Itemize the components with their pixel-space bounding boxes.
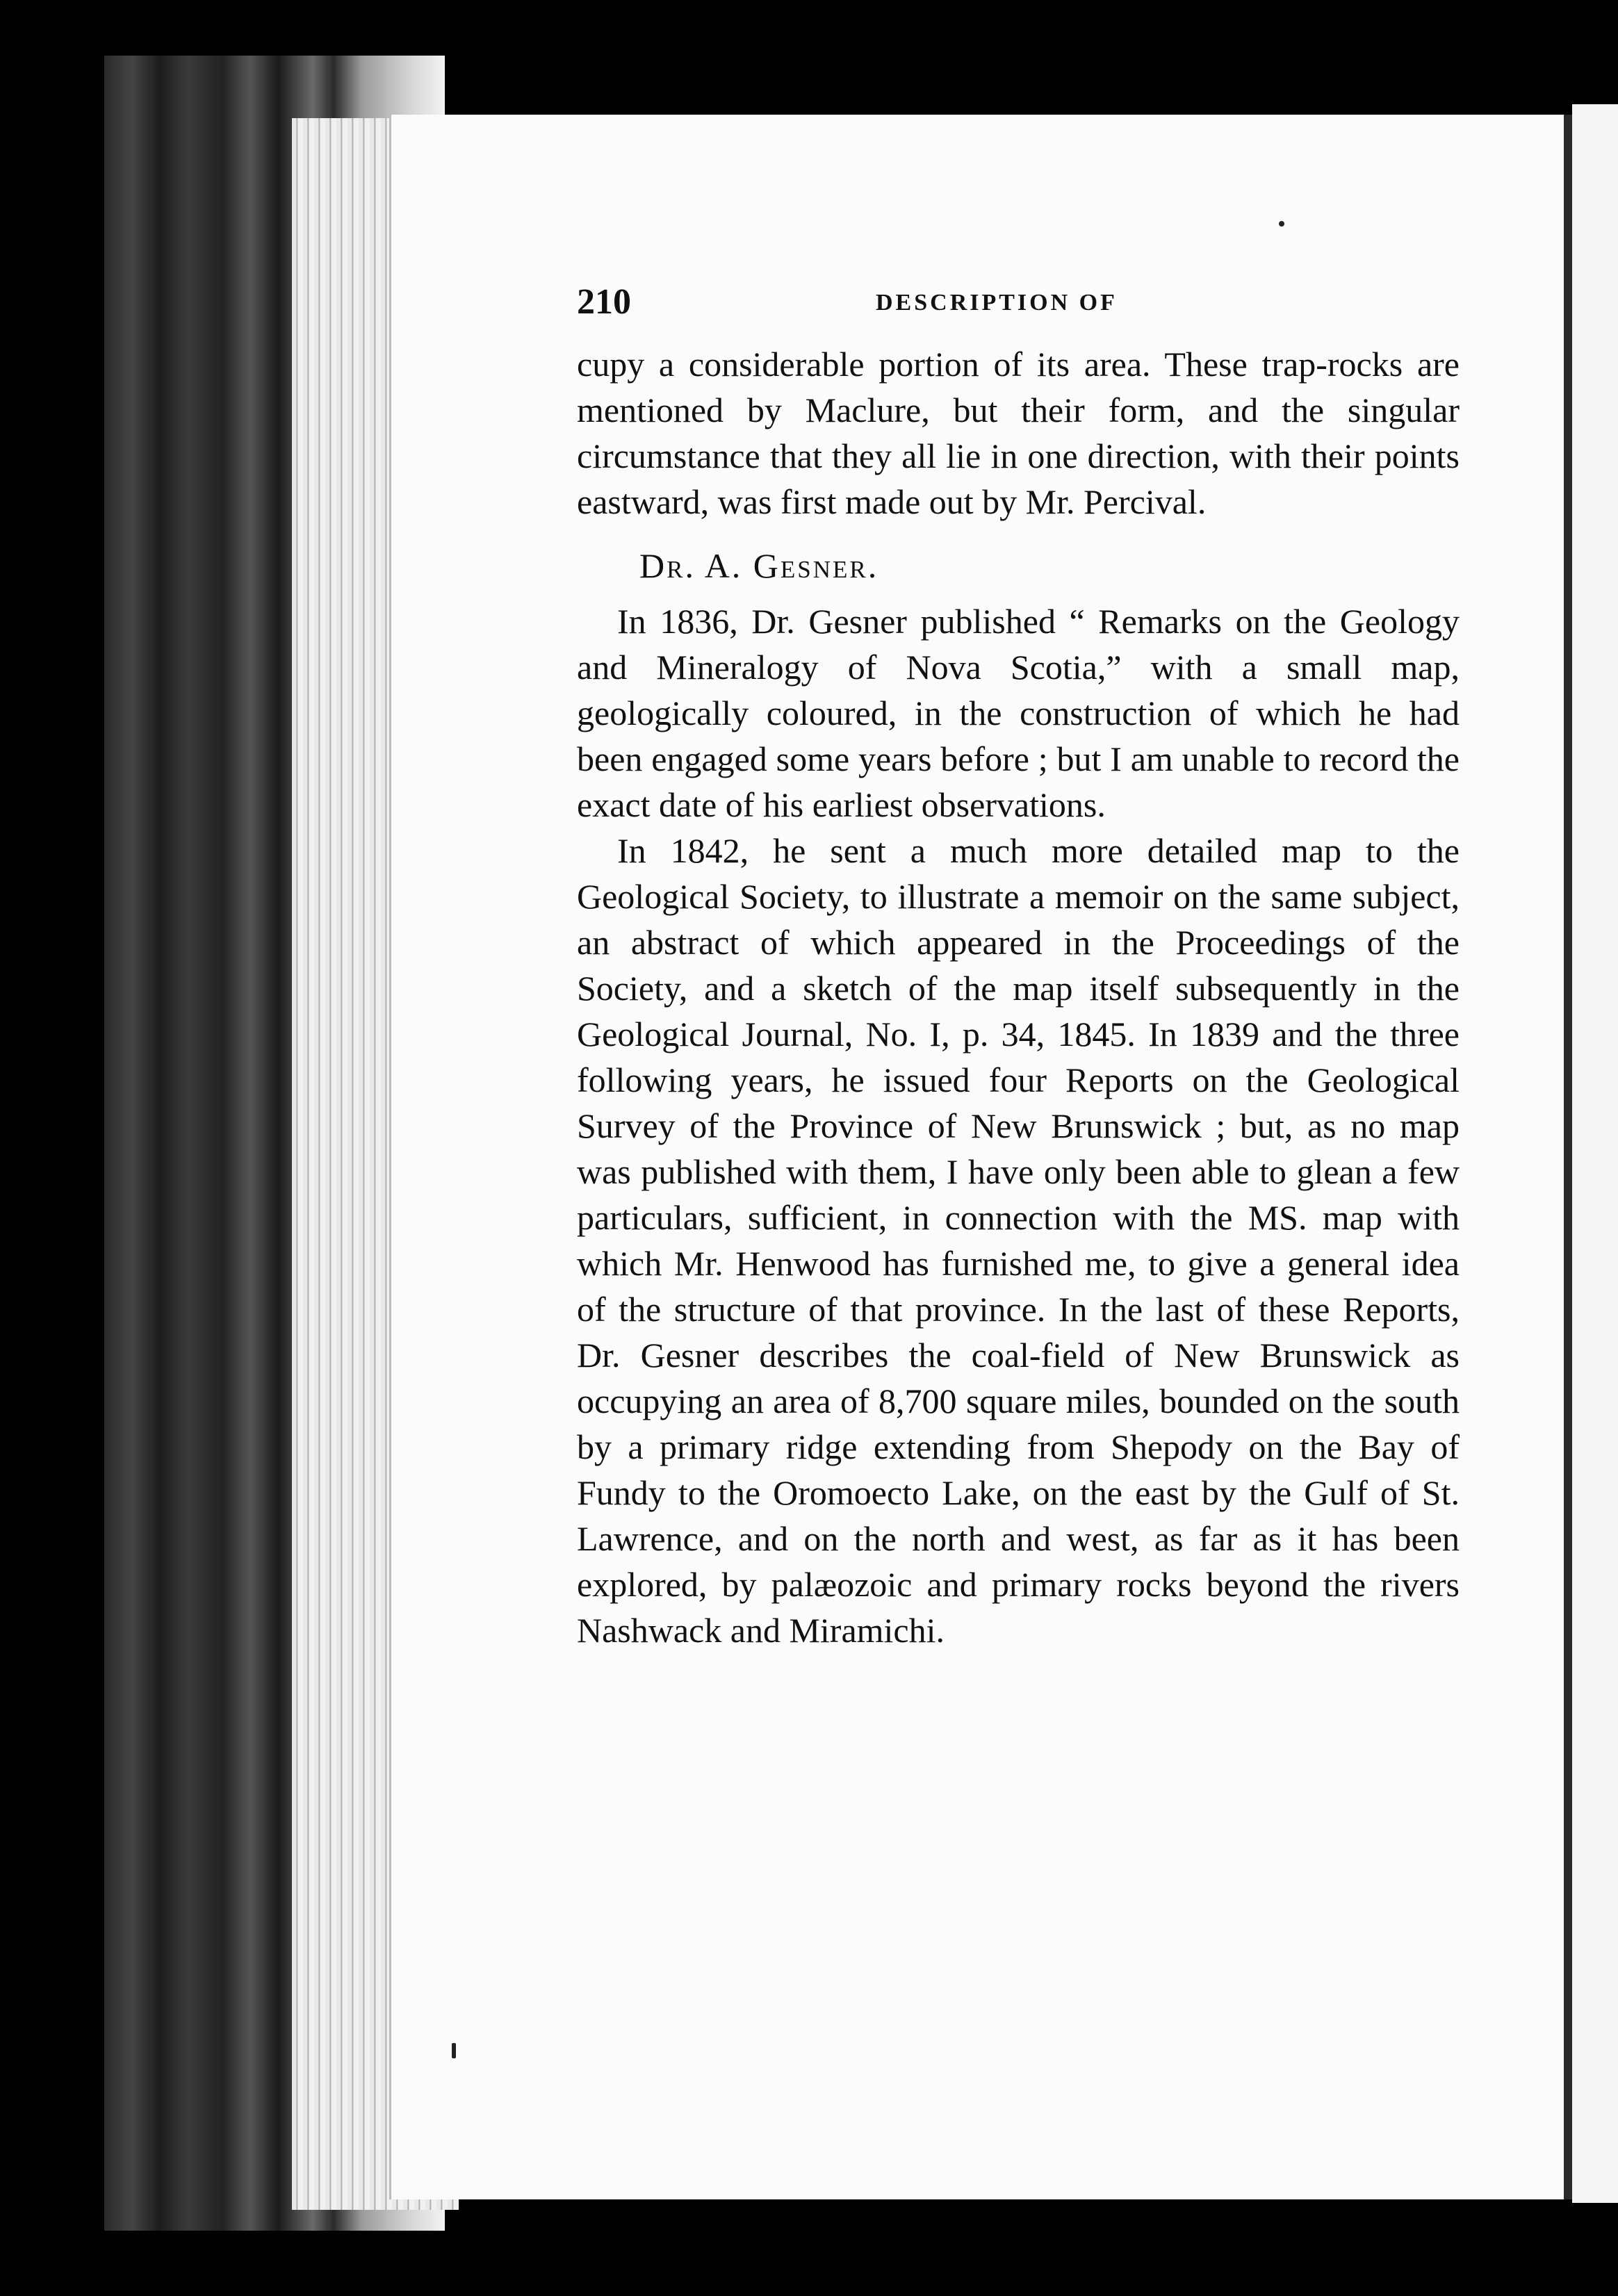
- facing-page-edge: [1572, 104, 1618, 2203]
- scan-speck: [1279, 221, 1284, 227]
- gutter-shadow: [1564, 115, 1572, 2199]
- paragraph: In 1842, he sent a much more detailed map to the Geological Society, to illustrate a memoir on the same subject, an abstract of which appeared in the Proceedings of the Society, and a sketch of the map itself subsequently in the Geological Journal, No. I, p. 34, 1845. In 1839 and the three following years, he issued four Reports on the Geological Survey of the Province of New Brunswick ; but, as no map was published with them, I have only been able to glean a few particulars, sufficient, in connection with the MS. map with which Mr. Henwood has furnished me, to give a general idea of the structure of that province. In the last of these Reports, Dr. Gesner describes the coal-field of New Brunswick as occupying an area of 8,700 square miles, bounded on the south by a primary ridge extending from Shepody on the Bay of Fundy to the Oromoecto Lake, on the east by the Gulf of St. Lawrence, and on the north and west, as far as it has been explored, by palæozoic and primary rocks beyond the rivers Nashwack and Miramichi.: [577, 831, 1460, 1650]
- scan-speck: [452, 2043, 456, 2058]
- page-text: [577, 281, 1460, 1653]
- paragraph: In 1836, Dr. Gesner published “ Remarks on the Geology and Mineralogy of Nova Scotia,” with a small map, geologically coloured, in the construction of which he had been engaged some years before ; but I am unable to record the exact date of his earliest observations.: [577, 602, 1460, 824]
- running-head: [577, 281, 1460, 337]
- paragraph: cupy a considerable portion of its area. These trap-rocks are mentioned by Maclure, but their form, and the singular circumstance that they all lie in one direction, with their points eastward, was first made out by Mr. Percival.: [577, 345, 1460, 521]
- section-heading: Dr. A. Gesner.: [639, 546, 879, 585]
- page-number: 210: [577, 282, 631, 322]
- running-title: DESCRIPTION OF: [876, 290, 1118, 315]
